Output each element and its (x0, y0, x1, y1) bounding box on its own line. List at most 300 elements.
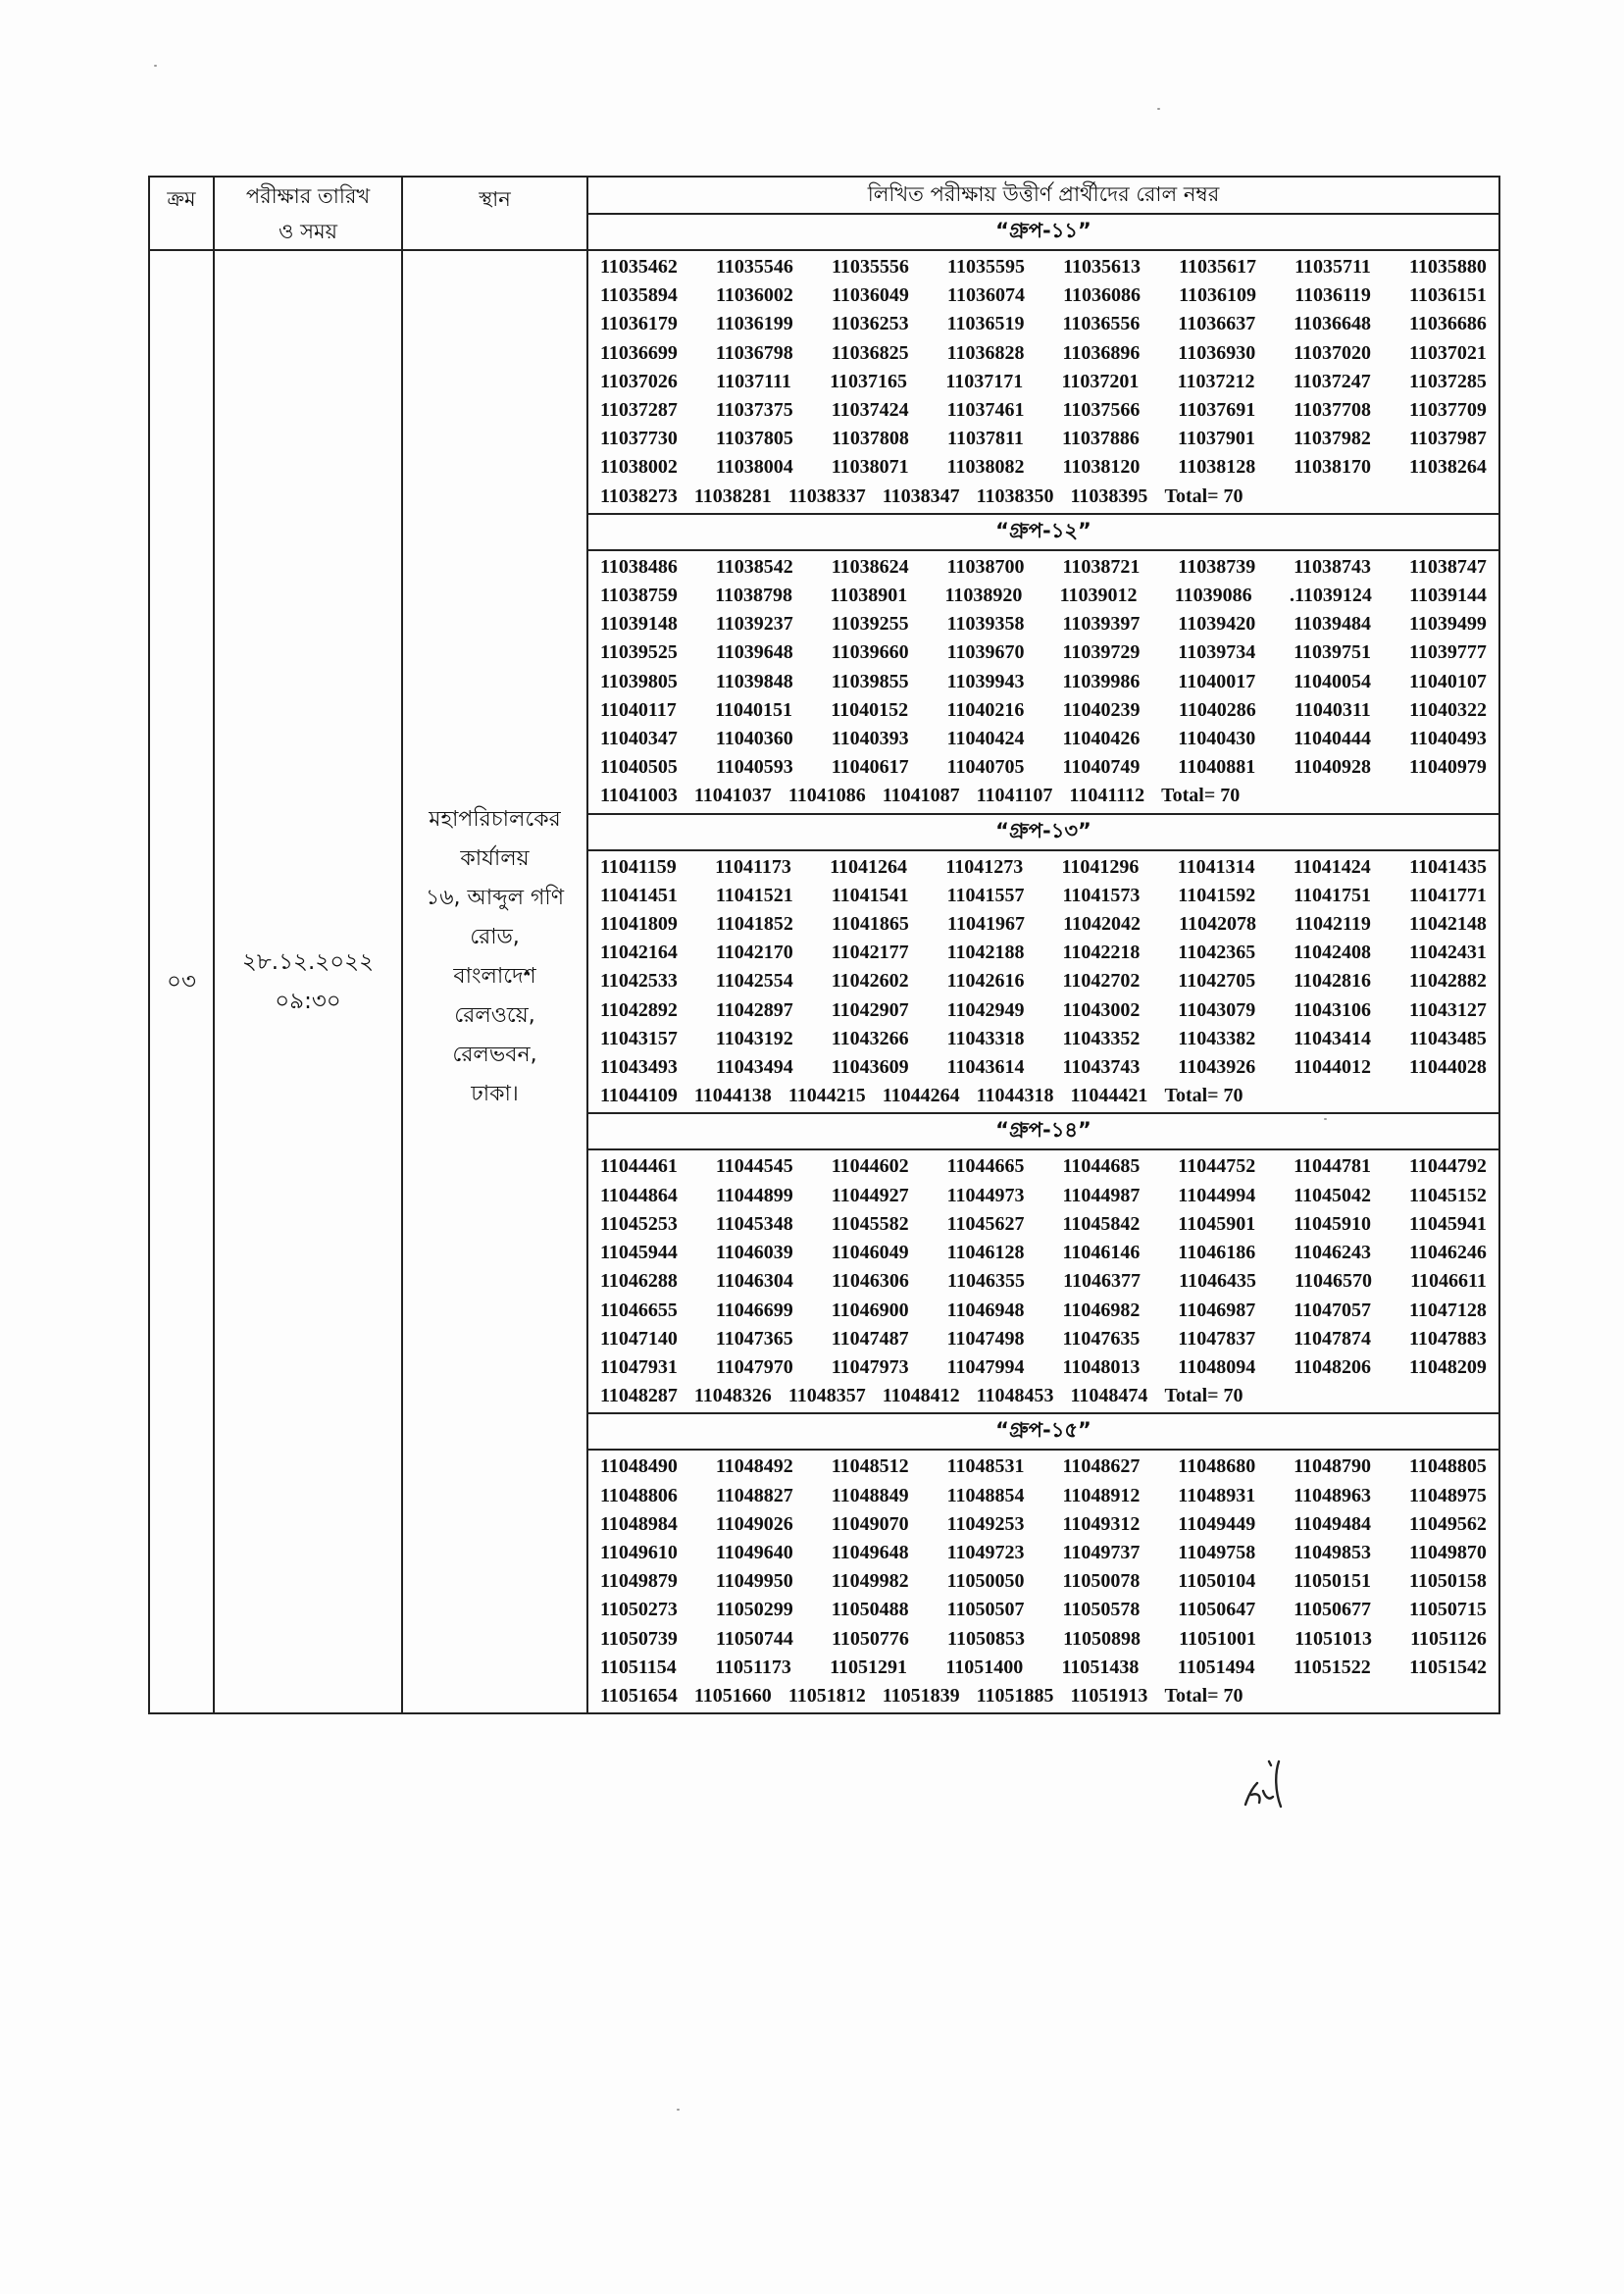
roll-number: 11050744 (716, 1627, 793, 1650)
roll-number: 11049758 (1178, 1541, 1256, 1563)
roll-number: 11041273 (945, 855, 1024, 878)
roll-number: 11036074 (947, 284, 1025, 307)
roll-number: 11035595 (947, 256, 1025, 278)
roll-number: 11038743 (1294, 555, 1372, 578)
roll-number: 11037709 (1409, 399, 1487, 422)
roll-number: 11049449 (1178, 1512, 1256, 1535)
roll-number: 11046049 (831, 1242, 909, 1264)
roll-number: 11049853 (1294, 1541, 1372, 1563)
venue-line: বাংলাদেশ (453, 964, 536, 989)
roll-number: 11047883 (1409, 1327, 1487, 1350)
roll-number: 11037811 (947, 428, 1024, 450)
roll-number: 11042702 (1062, 970, 1141, 993)
roll-number: 11036049 (832, 284, 909, 307)
roll-number: 11043382 (1178, 1027, 1256, 1049)
roll-line (600, 553, 1495, 582)
roll-number: 11048912 (1062, 1484, 1141, 1506)
roll-number: 11051291 (830, 1656, 908, 1678)
roll-line (600, 1152, 1495, 1181)
roll-number: 11038120 (1062, 456, 1141, 479)
roll-number: 11042533 (600, 970, 678, 993)
roll-line (600, 253, 1495, 281)
roll-number: 11050647 (1178, 1599, 1256, 1621)
group-title: “গ্রুপ-১৩” (587, 814, 1499, 850)
roll-number: 11038281 (693, 484, 772, 507)
roll-number: 11051654 (600, 1684, 678, 1707)
roll-number: 11046377 (1063, 1270, 1141, 1293)
roll-number: 11046655 (600, 1299, 678, 1321)
roll-number: 11039144 (1409, 585, 1487, 607)
roll-line (600, 610, 1495, 638)
roll-number: 11051522 (1293, 1656, 1371, 1678)
roll-number: 11038170 (1294, 456, 1372, 479)
roll-number: 11037461 (946, 399, 1025, 422)
roll-number: 11044545 (715, 1155, 793, 1178)
roll-number: 11050151 (1294, 1570, 1372, 1593)
roll-number: 11045944 (600, 1242, 678, 1264)
roll-number: 11040054 (1294, 670, 1372, 692)
roll-number: 11049562 (1409, 1512, 1487, 1535)
roll-number: 11042188 (946, 942, 1025, 964)
group-total: Total= 70 (1164, 484, 1243, 507)
header-date-time-line1: পরীক্ষার তারিখ (245, 183, 371, 208)
roll-line (600, 1625, 1495, 1654)
roll-number: 11038273 (600, 484, 678, 507)
roll-number: 11041751 (1294, 884, 1372, 906)
roll-line (600, 310, 1495, 338)
roll-number: 11041557 (946, 884, 1025, 906)
roll-number: 11048790 (1294, 1455, 1372, 1478)
roll-number: 11044752 (1178, 1155, 1256, 1178)
group-total: Total= 70 (1161, 785, 1241, 807)
roll-number: 11038082 (946, 456, 1025, 479)
scan-speck (1157, 108, 1160, 110)
roll-number: 11038624 (831, 555, 909, 578)
roll-number: 11044138 (693, 1085, 772, 1107)
roll-line (600, 1510, 1495, 1539)
roll-number: 11048805 (1409, 1455, 1487, 1478)
roll-number: 11042148 (1409, 913, 1487, 936)
roll-number: 11044264 (882, 1085, 960, 1107)
roll-number: 11049870 (1409, 1541, 1487, 1563)
roll-number: 11043157 (600, 1027, 678, 1049)
roll-number: 11039255 (831, 613, 909, 636)
roll-number: 11039943 (946, 670, 1025, 692)
venue-cell (402, 250, 587, 1713)
roll-line (600, 396, 1495, 425)
roll-number: 11044215 (787, 1085, 866, 1107)
roll-number: 11050677 (1294, 1599, 1372, 1621)
roll-number: 11037020 (1294, 341, 1372, 364)
roll-number: 11041296 (1061, 855, 1140, 878)
roll-number: 11041967 (947, 913, 1025, 936)
roll-number: 11042897 (715, 998, 793, 1021)
roll-number: 11041037 (693, 785, 772, 807)
roll-line (600, 368, 1495, 396)
header-rolls: লিখিত পরীক্ষায় উত্তীর্ণ প্রার্থীদের রোল নম্বর (587, 177, 1499, 214)
roll-number: 11040444 (1294, 728, 1372, 750)
roll-number: 11037424 (831, 399, 909, 422)
roll-number: 11040426 (1062, 728, 1141, 750)
signature-mark (1236, 1748, 1304, 1816)
roll-line (600, 782, 1495, 810)
roll-number: 11041435 (1409, 855, 1487, 878)
roll-number: 11040151 (715, 698, 792, 721)
roll-number: 11040322 (1409, 698, 1487, 721)
roll-number: 11040152 (831, 698, 909, 721)
roll-number: 11047931 (600, 1355, 678, 1378)
roll-number: 11037287 (600, 399, 678, 422)
roll-number: 11039397 (1062, 613, 1141, 636)
roll-number: 11050078 (1062, 1570, 1141, 1593)
roll-number: 11047140 (600, 1327, 678, 1350)
roll-number: .11039124 (1289, 585, 1372, 607)
roll-number: 11036253 (831, 313, 909, 335)
roll-number: 11044602 (831, 1155, 909, 1178)
date-time-cell (214, 250, 402, 1713)
roll-line (600, 1353, 1495, 1382)
roll-number: 11049312 (1062, 1512, 1141, 1535)
roll-number: 11036825 (831, 341, 909, 364)
roll-number: 11040360 (715, 728, 793, 750)
roll-number: 11048209 (1409, 1355, 1487, 1378)
roll-number: 11039986 (1062, 670, 1141, 692)
roll-number: 11038901 (830, 585, 908, 607)
roll-number: 11049723 (946, 1541, 1025, 1563)
roll-number: 11046948 (946, 1299, 1025, 1321)
roll-number: 11050853 (947, 1627, 1025, 1650)
roll-number: 11036151 (1409, 284, 1487, 307)
roll-number: 11035462 (600, 256, 678, 278)
roll-numbers-cell (587, 1450, 1499, 1713)
roll-line (600, 1267, 1495, 1296)
venue-line: রোড, (470, 925, 520, 949)
roll-number: 11045627 (946, 1212, 1025, 1235)
roll-number: 11047874 (1294, 1327, 1372, 1350)
roll-number: 11047487 (831, 1327, 909, 1350)
roll-number: 11039086 (1174, 585, 1252, 607)
roll-number: 11046304 (716, 1270, 793, 1293)
roll-number: 11047970 (715, 1355, 793, 1378)
group-total: Total= 70 (1164, 1385, 1243, 1407)
roll-line (600, 1567, 1495, 1596)
roll-number: 11049026 (715, 1512, 793, 1535)
roll-number: 11044987 (1062, 1184, 1141, 1206)
roll-number: 11037987 (1409, 428, 1487, 450)
roll-number: 11050507 (946, 1599, 1025, 1621)
roll-number: 11049484 (1294, 1512, 1372, 1535)
roll-number: 11043106 (1294, 998, 1372, 1021)
roll-number: 11040393 (831, 728, 909, 750)
roll-number: 11047994 (946, 1355, 1025, 1378)
roll-number: 11045910 (1294, 1212, 1372, 1235)
roll-number: 11042218 (1062, 942, 1141, 964)
roll-number: 11039805 (600, 670, 678, 692)
roll-number: 11047365 (715, 1327, 793, 1350)
roll-number: 11037247 (1293, 370, 1371, 392)
roll-number: 11046186 (1178, 1242, 1256, 1264)
roll-number: 11040979 (1409, 756, 1487, 779)
roll-number: 11045941 (1409, 1212, 1487, 1235)
roll-number: 11038700 (946, 555, 1025, 578)
roll-number: 11037021 (1409, 341, 1487, 364)
roll-line (600, 1239, 1495, 1267)
roll-number: 11041159 (600, 855, 677, 878)
roll-number: 11042431 (1409, 942, 1487, 964)
roll-number: 11048975 (1409, 1484, 1487, 1506)
roll-number: 11042078 (1179, 913, 1256, 936)
roll-line (600, 1453, 1495, 1481)
roll-number: 11041451 (600, 884, 678, 906)
roll-number: 11048627 (1062, 1455, 1141, 1478)
roll-number: 11042365 (1178, 942, 1256, 964)
roll-number: 11044318 (976, 1085, 1054, 1107)
roll-number: 11041264 (830, 855, 908, 878)
roll-number: 11050715 (1409, 1599, 1487, 1621)
roll-number: 11048512 (831, 1455, 909, 1478)
roll-number: 11039734 (1178, 641, 1256, 664)
roll-number: 11046246 (1409, 1242, 1487, 1264)
roll-number: 11036109 (1179, 284, 1256, 307)
exam-time: ০৯:৩০ (275, 989, 341, 1015)
roll-number: 11048357 (787, 1385, 866, 1407)
roll-number: 11050739 (600, 1627, 678, 1650)
roll-number: 11039237 (715, 613, 793, 636)
roll-number: 11051154 (600, 1656, 677, 1678)
roll-number: 11042882 (1409, 970, 1487, 993)
group-title: “গ্রুপ-১২” (587, 514, 1499, 550)
roll-number: 11038542 (715, 555, 793, 578)
roll-number: 11041809 (600, 913, 678, 936)
roll-number: 11045582 (831, 1212, 909, 1235)
roll-number: 11039012 (1059, 585, 1138, 607)
roll-number: 11038350 (976, 484, 1054, 507)
roll-number: 11046987 (1178, 1299, 1256, 1321)
roll-number: 11036002 (716, 284, 793, 307)
group-title: “গ্রুপ-১৪” (587, 1113, 1499, 1149)
roll-number: 11043494 (715, 1056, 793, 1079)
roll-number: 11038128 (1178, 456, 1256, 479)
scan-speck (154, 65, 157, 67)
roll-number: 11048492 (715, 1455, 793, 1478)
roll-number: 11049640 (715, 1541, 793, 1563)
roll-numbers-cell (587, 1149, 1499, 1413)
roll-number: 11047498 (946, 1327, 1025, 1350)
roll-number: 11038739 (1178, 555, 1256, 578)
roll-line (600, 1025, 1495, 1053)
roll-number: 11051913 (1070, 1684, 1148, 1707)
venue-line: ঢাকা। (471, 1082, 519, 1106)
roll-number: 11037708 (1294, 399, 1372, 422)
roll-number: 11048931 (1178, 1484, 1256, 1506)
roll-number: 11040430 (1178, 728, 1256, 750)
roll-number: 11041107 (976, 785, 1053, 807)
roll-number: 11041112 (1069, 785, 1145, 807)
roll-number: 11042705 (1178, 970, 1256, 993)
roll-number: 11035894 (600, 284, 678, 307)
roll-number: 11049610 (600, 1541, 678, 1563)
roll-numbers-cell (587, 850, 1499, 1114)
roll-line (600, 1325, 1495, 1353)
roll-numbers-cell (587, 550, 1499, 814)
roll-number: 11048490 (600, 1455, 678, 1478)
roll-number: 11044899 (715, 1184, 793, 1206)
roll-number: 11039484 (1294, 613, 1372, 636)
roll-numbers-cell (587, 250, 1499, 514)
scan-speck (677, 2109, 680, 2111)
roll-number: 11048094 (1178, 1355, 1256, 1378)
roll-number: 11043926 (1178, 1056, 1256, 1079)
roll-number: 11043493 (600, 1056, 678, 1079)
roll-number: 11039499 (1409, 613, 1487, 636)
roll-number: 11042816 (1294, 970, 1372, 993)
header-date-time (214, 177, 402, 250)
roll-number: 11043414 (1294, 1027, 1372, 1049)
roll-number: 11040216 (946, 698, 1025, 721)
header-venue: স্থান (402, 177, 587, 250)
roll-number: 11044781 (1294, 1155, 1372, 1178)
roll-number: 11037201 (1061, 370, 1140, 392)
roll-number: 11037901 (1177, 428, 1255, 450)
roll-number: 11045152 (1409, 1184, 1487, 1206)
roll-line (600, 425, 1495, 453)
roll-number: 11039358 (946, 613, 1025, 636)
roll-number: 11049879 (600, 1570, 678, 1593)
roll-number: 11036828 (946, 341, 1025, 364)
roll-number: 11039420 (1178, 613, 1256, 636)
roll-line (600, 967, 1495, 995)
roll-number: 11037026 (600, 370, 678, 392)
roll-number: 11040705 (946, 756, 1025, 779)
roll-number: 11039848 (715, 670, 793, 692)
roll-number: 11042177 (831, 942, 909, 964)
roll-number: 11042602 (831, 970, 909, 993)
roll-number: 11044994 (1178, 1184, 1256, 1206)
roll-number: 11046243 (1294, 1242, 1372, 1264)
roll-line (600, 939, 1495, 967)
exam-date: ২৮.১২.২০২২ (241, 949, 375, 976)
roll-line (600, 1053, 1495, 1082)
roll-number: 11048474 (1070, 1385, 1148, 1407)
serial-cell: ০৩ (149, 250, 214, 1713)
roll-number: 11046435 (1179, 1270, 1256, 1293)
roll-number: 11038337 (787, 484, 866, 507)
roll-number: 11040493 (1409, 728, 1487, 750)
roll-number: 11037212 (1177, 370, 1255, 392)
roll-number: 11039648 (715, 641, 793, 664)
roll-number: 11042907 (831, 998, 909, 1021)
roll-number: 11048849 (831, 1484, 909, 1506)
roll-number: 11046288 (600, 1270, 678, 1293)
roll-number: 11035556 (832, 256, 909, 278)
roll-number: 11038347 (882, 484, 960, 507)
roll-number: 11051660 (693, 1684, 772, 1707)
roll-number: 11051494 (1177, 1656, 1255, 1678)
roll-number: 11044461 (600, 1155, 678, 1178)
roll-number: 11042042 (1063, 913, 1141, 936)
roll-number: 11051400 (945, 1656, 1024, 1678)
roll-number: 11040286 (1178, 698, 1256, 721)
roll-number: 11041314 (1177, 855, 1255, 878)
roll-number: 11051173 (715, 1656, 791, 1678)
roll-number: 11035617 (1179, 256, 1256, 278)
roll-number: 11038759 (600, 585, 678, 607)
roll-number: 11035613 (1063, 256, 1141, 278)
roll-number: 11044665 (946, 1155, 1025, 1178)
roll-number: 11046039 (715, 1242, 793, 1264)
roll-number: 11035711 (1294, 256, 1371, 278)
roll-number: 11044792 (1409, 1155, 1487, 1178)
roll-number: 11050299 (715, 1599, 793, 1621)
roll-line (600, 582, 1495, 610)
roll-number: 11040505 (600, 756, 678, 779)
roll-number: 11048680 (1178, 1455, 1256, 1478)
roll-number: 11051438 (1061, 1656, 1140, 1678)
roll-number: 11042949 (946, 998, 1025, 1021)
results-table (148, 176, 1500, 1714)
roll-number: 11043127 (1409, 998, 1487, 1021)
roll-number: 11050578 (1062, 1599, 1141, 1621)
roll-number: 11046699 (715, 1299, 793, 1321)
roll-number: 11037111 (716, 370, 791, 392)
roll-number: 11040117 (600, 698, 677, 721)
roll-line (600, 1297, 1495, 1325)
group-title: “গ্রুপ-১৫” (587, 1413, 1499, 1450)
roll-number: 11046900 (831, 1299, 909, 1321)
roll-number: 11040107 (1409, 670, 1487, 692)
group-title: “গ্রুপ-১১” (587, 214, 1499, 250)
roll-number: 11048827 (715, 1484, 793, 1506)
roll-number: 11041424 (1293, 855, 1371, 878)
roll-number: 11043079 (1178, 998, 1256, 1021)
roll-number: 11050050 (946, 1570, 1025, 1593)
roll-number: 11038264 (1409, 456, 1487, 479)
roll-number: 11041573 (1062, 884, 1141, 906)
roll-line (600, 668, 1495, 696)
roll-number: 11041852 (716, 913, 793, 936)
roll-number: 11044012 (1294, 1056, 1372, 1079)
roll-line (600, 853, 1495, 882)
roll-number: 11050158 (1409, 1570, 1487, 1593)
roll-line (600, 1539, 1495, 1567)
roll-number: 11040593 (715, 756, 793, 779)
roll-number: 11037886 (1061, 428, 1140, 450)
roll-line (600, 725, 1495, 753)
roll-number: 11039729 (1062, 641, 1141, 664)
roll-number: 11051001 (1179, 1627, 1256, 1650)
roll-number: 11040424 (946, 728, 1025, 750)
roll-number: 11036648 (1294, 313, 1372, 335)
roll-number: 11048206 (1294, 1355, 1372, 1378)
roll-line (600, 638, 1495, 667)
roll-number: 11042119 (1294, 913, 1371, 936)
roll-number: 11047973 (831, 1355, 909, 1378)
roll-line (600, 453, 1495, 482)
roll-number: 11051013 (1294, 1627, 1372, 1650)
roll-line (600, 1382, 1495, 1410)
roll-number: 11043192 (715, 1027, 793, 1049)
roll-number: 11048806 (600, 1484, 678, 1506)
roll-number: 11041173 (715, 855, 791, 878)
roll-number: 11049982 (831, 1570, 909, 1593)
venue-line: ১৬, আব্দুল গণি (425, 886, 565, 910)
roll-number: 11039660 (831, 641, 909, 664)
roll-number: 11037171 (945, 370, 1024, 392)
roll-number: 11048531 (946, 1455, 1025, 1478)
venue-line: রেলভবন, (452, 1043, 537, 1067)
roll-number: 11048013 (1062, 1355, 1141, 1378)
roll-number: 11040617 (831, 756, 909, 779)
